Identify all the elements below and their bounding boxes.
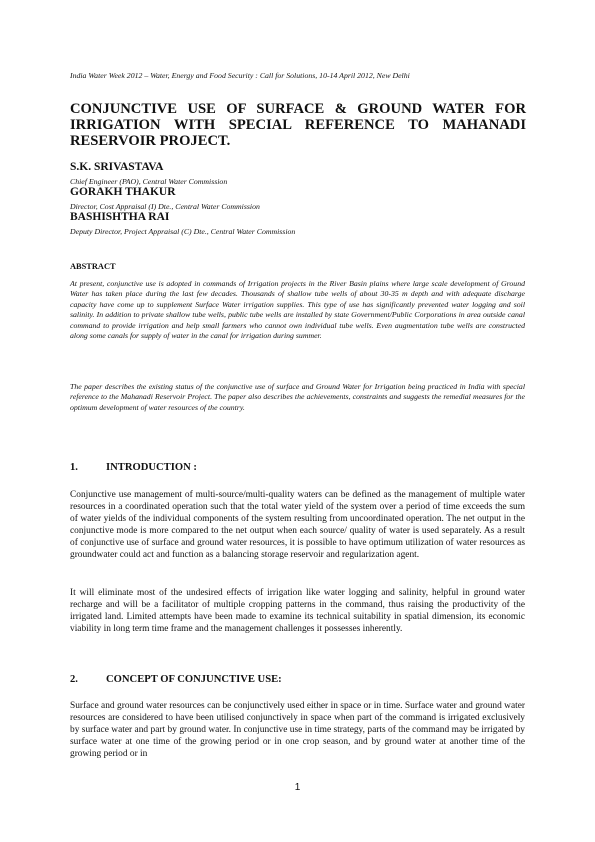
page-number: 1 bbox=[294, 782, 301, 793]
section-number: 2. bbox=[70, 674, 78, 685]
author-affiliation: Deputy Director, Project Appraisal (C) Dte., Central Water Commission bbox=[70, 227, 296, 236]
title-line: IRRIGATION WITH SPECIAL REFERENCE TO MAHANADI bbox=[70, 117, 526, 134]
section-heading bbox=[70, 462, 197, 473]
abstract-paragraph: The paper describes the existing status of the conjunctive use of surface and Ground Water for Irrigation being practiced in India with special reference to the Mahanadi Reservoir Project. The paper also describes the achievements, constraints and suggests the remedial measures for the optimum development of water resources of the country. bbox=[70, 382, 525, 412]
title-line: RESERVOIR PROJECT. bbox=[70, 133, 231, 150]
author-affiliation: Director, Cost Appraisal (I) Dte., Central Water Commission bbox=[70, 202, 260, 211]
title-line: CONJUNCTIVE USE OF SURFACE & GROUND WATER FOR bbox=[70, 101, 526, 117]
section-heading bbox=[70, 674, 282, 685]
author-name: S.K. SRIVASTAVA bbox=[70, 161, 164, 173]
conference-header: India Water Week 2012 – Water, Energy and Food Security : Call for Solutions, 10-14 April 2012, New Delhi bbox=[70, 71, 410, 80]
section-number: 1. bbox=[70, 462, 78, 473]
body-paragraph: Surface and ground water resources can be conjunctively used either in space or in time. Surface water and ground water resources are considered to have been utilised conjunctively in space when part of the command is irrigated exclusively by surface water and part by ground water. In conjunctive use in time strategy, parts of the command may be irrigated by surface water at one time of the growing period or in one crop season, and by ground water at another time of the growing period or in bbox=[70, 701, 525, 760]
author-name: BASHISHTHA RAI bbox=[70, 211, 170, 223]
abstract-heading: ABSTRACT bbox=[70, 262, 116, 271]
author-name: GORAKH THAKUR bbox=[70, 186, 176, 198]
author-affiliation: Chief Engineer (PAO), Central Water Commission bbox=[70, 177, 228, 186]
body-paragraph: Conjunctive use management of multi-source/multi-quality waters can be defined as the management of multiple water resources in a coordinated operation such that the total water yield of the system over a period of time exceeds the sum of water yields of the individual components of the system resulting from uncoordinated operation. The net output in the conjunctive mode is more compared to the net output when each source/ quality of water is used separately. As a result of conjunctive use of surface and ground water resources, it is possible to have optimum utilization of water resources as groundwater could act and function as a balancing storage reservoir and regularization agent. bbox=[70, 490, 525, 561]
abstract-paragraph: At present, conjunctive use is adopted in commands of Irrigation projects in the River Basin plains where large scale development of Ground Water has taken place during the last few decades. Thousands of shallow tube wells of about 30-35 m depth and with adequate discharge capacity have come up to supplement Surface Water irrigation supplies. This type of use has significantly prevented water logging and soil salinity. In addition to private shallow tube wells, public tube wells are installed by state Government/Public Corporations in area outside canal command to provide irrigation and help small farmers who cannot own individual tube wells. Even augmentation tube wells are constructed along some canals for supply of water in the canal for irrigation during summer. bbox=[70, 279, 525, 341]
body-paragraph: It will eliminate most of the undesired effects of irrigation like water logging and salinity, helpful in ground water recharge and will be a facilitator of multiple cropping patterns in the command, thus raising the productivity of the irrigated land. Limited attempts have been made to examine its technical suitability in spatial dimension, its economic viability in long term time frame and the management challenges it possesses inherently. bbox=[70, 588, 525, 635]
paper-title bbox=[70, 101, 526, 150]
section-title: CONCEPT OF CONJUNCTIVE USE: bbox=[106, 674, 282, 685]
section-title: INTRODUCTION : bbox=[106, 462, 197, 473]
